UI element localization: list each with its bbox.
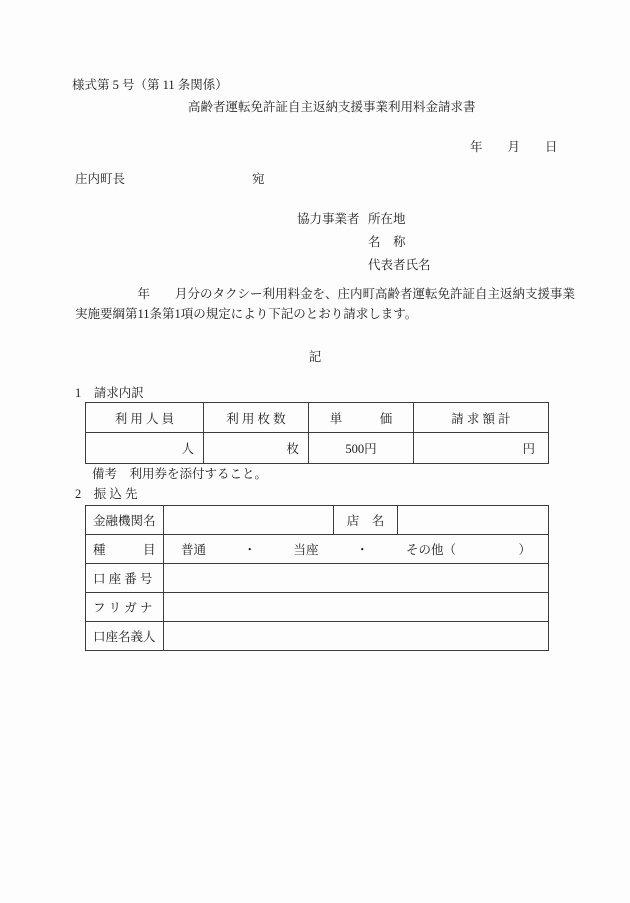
body-paragraph-line1: 年 月分のタクシー利用料金を、庄内町高齢者運転免許証自主返納支援事業 bbox=[75, 287, 576, 301]
provider-name-label: 名 称 bbox=[368, 235, 406, 249]
claim-table-header-row bbox=[86, 403, 549, 433]
furigana-value-cell bbox=[164, 593, 549, 622]
body-paragraph-line2: 実施要綱第11条第1項の規定により下記のとおり請求します。 bbox=[75, 307, 418, 321]
account-number-row bbox=[86, 564, 549, 593]
header-users: 利 用 人 員 bbox=[86, 403, 204, 433]
branch-name-label: 店 名 bbox=[334, 506, 398, 535]
recipient-suffix: 宛 bbox=[252, 172, 265, 186]
cell-users-unit: 人 bbox=[86, 433, 204, 464]
recipient-name: 庄内町長 bbox=[75, 172, 126, 186]
form-number: 様式第 5 号（第 11 条関係） bbox=[72, 78, 228, 92]
cell-tickets-unit: 枚 bbox=[204, 433, 309, 464]
header-unit-price: 単 価 bbox=[309, 403, 414, 433]
date-line: 年 月 日 bbox=[470, 140, 558, 154]
account-holder-row bbox=[86, 622, 549, 651]
furigana-label: フ リ ガ ナ bbox=[86, 593, 164, 622]
bank-row bbox=[86, 506, 549, 535]
header-tickets: 利 用 枚 数 bbox=[204, 403, 309, 433]
bank-name-value-cell bbox=[164, 506, 334, 535]
provider-address-label: 所在地 bbox=[368, 212, 406, 226]
ki-marker: 記 bbox=[308, 350, 322, 364]
account-holder-label: 口座名義人 bbox=[86, 622, 164, 651]
account-number-value-cell bbox=[164, 564, 549, 593]
branch-name-value-cell bbox=[398, 506, 549, 535]
bank-name-label: 金融機関名 bbox=[86, 506, 164, 535]
bank-transfer-table bbox=[85, 505, 549, 651]
cell-unit-price: 500円 bbox=[309, 433, 414, 464]
header-total: 請 求 額 計 bbox=[414, 403, 549, 433]
claim-table-data-row bbox=[86, 433, 549, 464]
furigana-row bbox=[86, 593, 549, 622]
remark-note: 備考 利用券を添付すること。 bbox=[92, 467, 268, 481]
claim-breakdown-table bbox=[85, 402, 549, 464]
section2-heading: 2 振 込 先 bbox=[75, 487, 138, 501]
account-type-options: 普通 ・ 当座 ・ その他（ ） bbox=[164, 535, 549, 564]
section1-heading: 1 請求内訳 bbox=[75, 386, 144, 400]
provider-representative-label: 代表者氏名 bbox=[368, 258, 431, 272]
account-type-label: 種 目 bbox=[86, 535, 164, 564]
account-type-row bbox=[86, 535, 549, 564]
document-title: 高齢者運転免許証自主返納支援事業利用料金請求書 bbox=[188, 100, 476, 114]
cell-total-unit: 円 bbox=[414, 433, 549, 464]
provider-label: 協力事業者 bbox=[297, 212, 360, 226]
account-number-label: 口 座 番 号 bbox=[86, 564, 164, 593]
account-holder-value-cell bbox=[164, 622, 549, 651]
